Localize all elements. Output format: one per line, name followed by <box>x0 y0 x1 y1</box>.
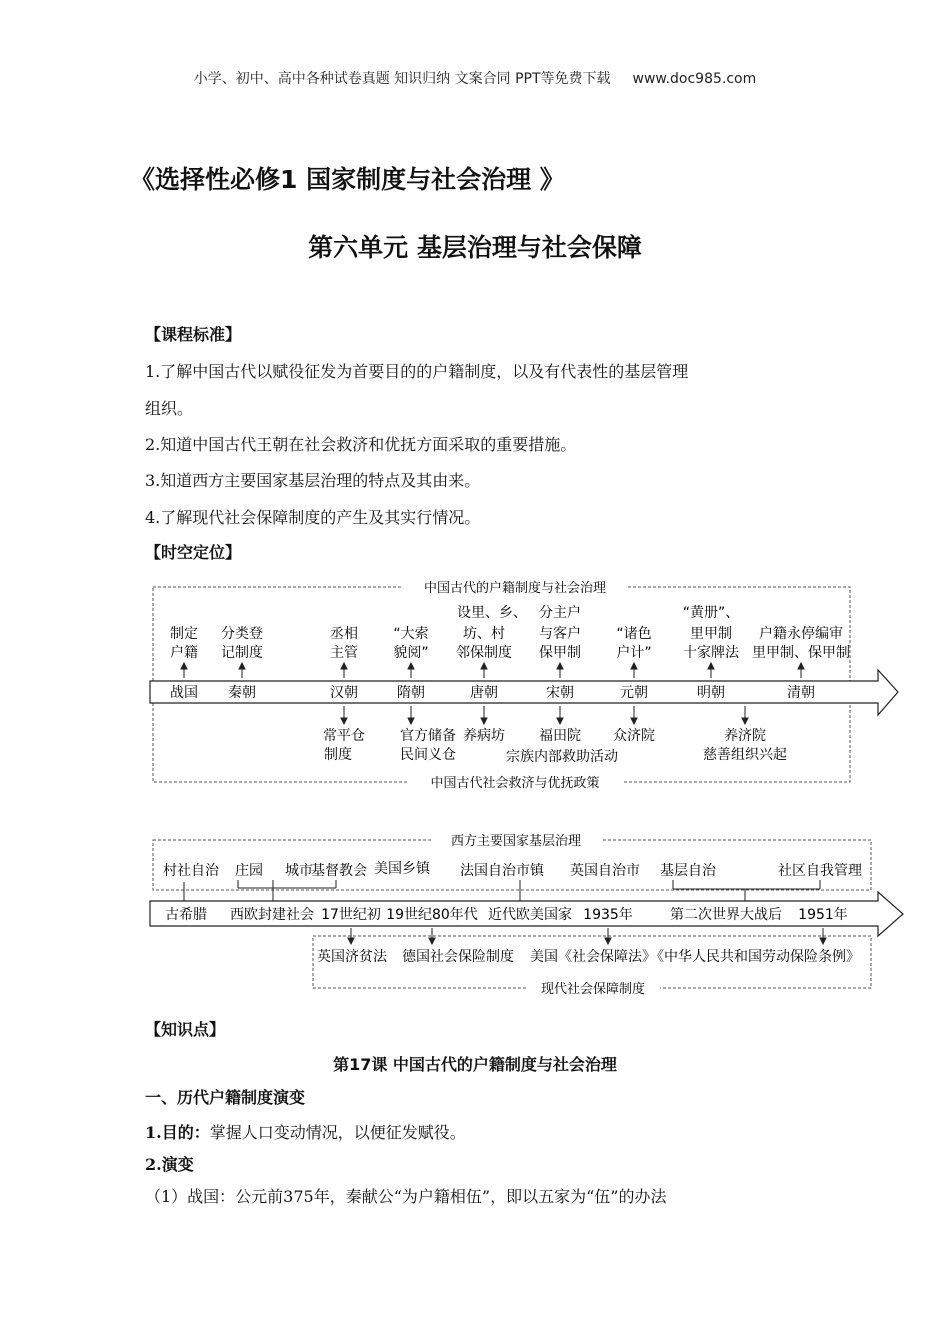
west-era-label: 近代欧美国家 <box>488 907 572 923</box>
china-above-item: 十家牌法 <box>683 645 739 661</box>
west-below-item: 德国社会保险制度 <box>402 949 514 965</box>
era-label: 宋朝 <box>546 685 574 701</box>
china-above-item: 坊、村 <box>463 626 505 642</box>
west-above-item: 基层自治 <box>660 863 716 879</box>
timeline-heading: 【时空定位】 <box>145 543 242 562</box>
section-1-heading: 一、历代户籍制度演变 <box>145 1088 306 1107</box>
knowledge-heading: 【知识点】 <box>145 1020 226 1039</box>
west-above-item: 英国自治市 <box>570 863 640 879</box>
point-1 <box>145 1120 466 1143</box>
era-label: 汉朝 <box>330 685 358 701</box>
china-above-item: 记制度 <box>221 645 263 661</box>
era-label: 明朝 <box>697 685 725 701</box>
west-above-item: 法国自治市镇 <box>460 863 544 879</box>
west-above-item: 基督教会 <box>311 863 367 879</box>
china-above-item: “大索 <box>393 626 429 642</box>
timeline-china-top-title: 中国古代的户籍制度与社会治理 <box>423 581 607 596</box>
page-header <box>0 68 950 88</box>
curriculum-item-1-cont: 组织。 <box>145 399 194 418</box>
china-above-item: 制定 <box>170 626 198 642</box>
point-1-label: 1.目的： <box>145 1123 210 1142</box>
china-below-item: 制度 <box>324 747 352 763</box>
timeline-china-arrow <box>150 670 898 715</box>
china-below-item: 官方储备 <box>400 728 456 744</box>
china-below-shared: 宗族内部救助活动 <box>506 749 618 765</box>
unit-title: 第六单元 基层治理与社会保障 <box>308 233 642 262</box>
china-below-item: 养济院 <box>724 728 766 744</box>
timeline-china-bottom-title: 中国古代社会救济与优抚政策 <box>430 776 600 791</box>
era-label: 战国 <box>170 685 198 701</box>
china-above-item: 丞相 <box>330 626 358 642</box>
curriculum-item-2: 2.知道中国古代王朝在社会救济和优抚方面采取的重要措施。 <box>145 435 577 454</box>
china-below-item: 养病坊 <box>463 728 505 744</box>
timeline-china <box>140 575 910 795</box>
point-2 <box>145 1152 194 1175</box>
curriculum-heading: 【课程标准】 <box>145 325 242 344</box>
lesson-title: 第17课 中国古代的户籍制度与社会治理 <box>333 1055 617 1074</box>
china-above-item: 与客户 <box>539 626 581 642</box>
curriculum-item-1: 1.了解中国古代以赋役征发为首要目的的户籍制度，以及有代表性的基层管理 <box>145 362 689 381</box>
west-above-item: 美国乡镇 <box>374 861 430 877</box>
china-above-item: 主管 <box>330 645 358 661</box>
west-era-label: 17世纪初 <box>321 907 381 923</box>
china-above-item: 里甲制 <box>690 626 732 642</box>
west-era-label: 古希腊 <box>165 907 207 923</box>
china-above-item: “黄册”、 <box>682 605 740 621</box>
era-label: 清朝 <box>787 685 815 701</box>
point-1-text: 掌握人口变动情况，以便征发赋役。 <box>209 1123 466 1142</box>
china-above-item: 分类登 <box>221 626 263 642</box>
west-below-item: 英国济贫法 <box>317 949 387 965</box>
china-above-item: 里甲制、保甲制 <box>752 645 850 661</box>
timeline-west-top-title: 西方主要国家基层治理 <box>450 834 582 849</box>
china-above-item: 设里、乡、 <box>457 605 527 621</box>
point-2-1: （1）战国：公元前375年，秦献公“为户籍相伍”，即以五家为“伍”的办法 <box>145 1187 667 1206</box>
west-above-item: 社区自我管理 <box>778 863 862 879</box>
timeline-west <box>140 828 910 998</box>
era-label: 秦朝 <box>228 685 256 701</box>
china-below-item: 众济院 <box>613 728 655 744</box>
curriculum-item-4: 4.了解现代社会保障制度的产生及其实行情况。 <box>145 508 481 527</box>
west-era-label: 西欧封建社会 <box>230 907 314 923</box>
china-below-item: 慈善组织兴起 <box>703 747 787 763</box>
china-below-item: 常平仓 <box>323 728 365 744</box>
west-below-item: 美国《社会保障法》 <box>530 949 656 965</box>
header-text: 小学、初中、高中各种试卷真题 知识归纳 文案合同 PPT等免费下载 <box>193 71 611 87</box>
west-below-item: 《中华人民共和国劳动保险条例》 <box>650 949 860 965</box>
west-era-label: 第二次世界大战后 <box>670 907 782 923</box>
china-above-item: 邻保制度 <box>456 645 512 661</box>
china-above-item: 户籍永停编审 <box>759 626 843 642</box>
china-above-item: 分主户 <box>539 605 581 621</box>
header-url[interactable]: www.doc985.com <box>632 71 757 87</box>
west-era-label: 1951年 <box>798 907 848 923</box>
point-2-label: 2.演变 <box>145 1155 194 1174</box>
china-above-item: 户计” <box>616 645 652 661</box>
china-below-item: 民间义仓 <box>400 747 456 763</box>
china-above-item: 貌阅” <box>393 645 429 661</box>
west-above-item: 庄园 <box>235 863 263 879</box>
curriculum-item-3: 3.知道西方主要国家基层治理的特点及其由来。 <box>145 471 481 490</box>
book-title: 《选择性必修1 国家制度与社会治理 》 <box>130 165 565 194</box>
west-era-label: 1935年 <box>583 907 633 923</box>
timeline-west-bottom-title: 现代社会保障制度 <box>540 982 646 997</box>
china-above-item: 户籍 <box>170 645 198 661</box>
china-below-item: 福田院 <box>539 728 581 744</box>
era-label: 元朝 <box>620 685 648 701</box>
china-above-item: 保甲制 <box>539 645 581 661</box>
china-above-item: “诸色 <box>616 626 652 642</box>
era-label: 隋朝 <box>397 685 425 701</box>
west-era-label: 19世纪80年代 <box>386 907 478 923</box>
west-above-item: 城市 <box>285 863 313 879</box>
west-above-item: 村社自治 <box>163 863 219 879</box>
era-label: 唐朝 <box>470 685 498 701</box>
